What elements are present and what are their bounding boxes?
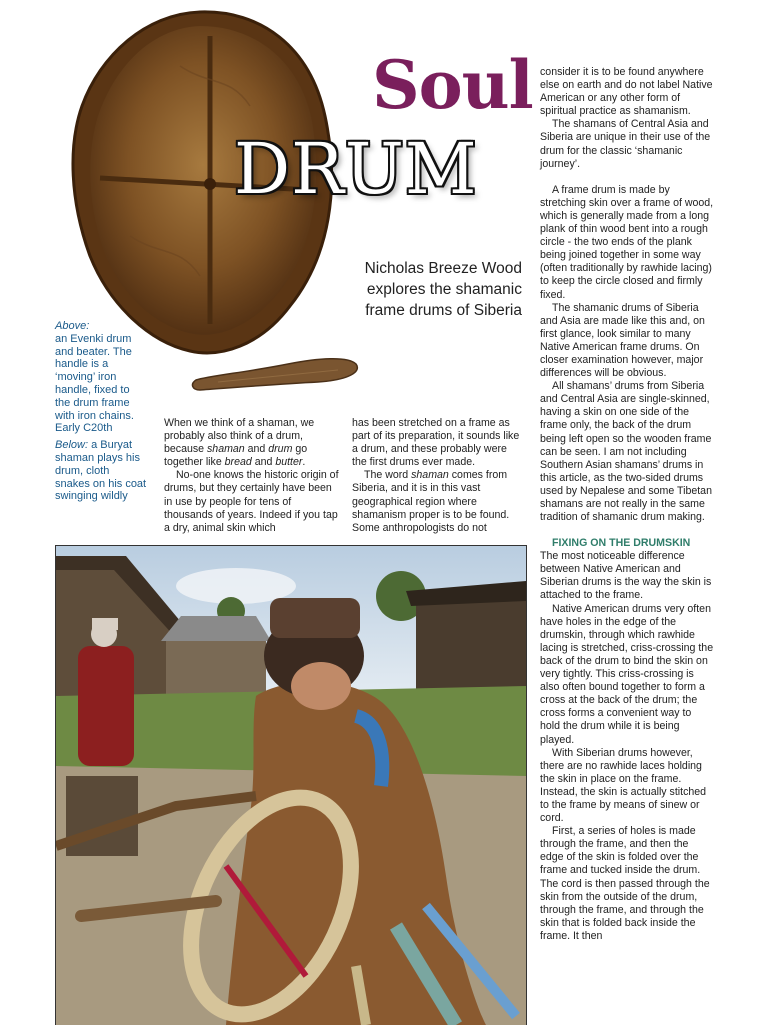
col2-paragraph-1: has been stretched on a frame as part of its preparation, it sounds like a drum, and these probably were the first drums ever made. [352,417,520,469]
col2-paragraph-2: The word shaman comes from Siberia, and it is in this vast geographical region where shamanism proper is to be found. Some anthropologists do not [352,469,510,534]
drum-beater-image [188,350,364,394]
col3-paragraph-7: Native American drums very often have holes in the edge of the drumskin, through which rawhide lacing is stretched, criss-crossing the back of the drum to bind the skin on very tightly. This criss-crossing is also often bound together to form a cross at the back of the drum; the cross forms a convenient way to hold the drum while it is being played. [540,602,714,746]
subtitle: Nicholas Breeze Wood explores the shamanic frame drums of Siberia [364,260,522,319]
buryat-shaman-photo [55,545,527,1025]
title-line-1: Soul [372,46,533,124]
body-column-2 [352,417,524,535]
body-column-3 [540,66,714,943]
col3-paragraph-6: The most noticeable difference between Native American and Siberian drums is the way the skin is attached to the frame. [540,550,712,602]
col3-paragraph-1: consider it is to be found anywhere else on earth and do not label Native American or any other form of spiritual practice as shamanism. [540,66,713,118]
col3-paragraph-8: With Siberian drums however, there are no rawhide laces holding the skin in place on the frame. Instead, the skin is actually stitched to the frame by means of sinew or cord. [540,746,707,825]
caption-above-text: an Evenki drum and beater. The handle is a ‘moving’ iron handle, fixed to the drum frame with iron chains. Early C20th [55,332,134,435]
caption-below-label: Below: [55,439,89,452]
section-heading: FIXING ON THE DRUMSKIN [552,537,691,550]
col1-paragraph-2: No-one knows the historic origin of drums, but they certainly have been in use by people for tens of thousands of years. Indeed if you tap a dry, animal skin which [164,469,339,534]
col3-paragraph-2: The shamans of Central Asia and Siberia are unique in their use of the drum for the classic ‘shamanic journey’. [540,118,711,170]
title-line-2: DRUM [234,128,478,210]
caption-below-text: a Buryat shaman plays his drum, cloth snakes on his coat swinging wildly [55,439,147,503]
col1-paragraph-1: When we think of a shaman, we probably also think of a drum, because shaman and drum go together like bread and butter. [164,417,315,469]
col3-paragraph-9: First, a series of holes is made through the frame, and then the edge of the skin is folded over the frame and tucked inside the drum. The cord is then passed through the skin from the outside of the drum, through the frame, and through the skin that is folded back inside the frame. It then [540,825,710,942]
image-caption [55,320,147,507]
caption-above-label: Above: [55,320,90,332]
col3-paragraph-5: All shamans’ drums from Siberia and Central Asia are single-skinned, having a skin on one side of the frame only, the back of the drum being left open so the wooden frame can be seen. I am not including Southern Asian shamans’ drums in this article, as the two-sided drums used by Nepalese and some Tibetan shamans are not really in the same tradition of shamanic drum making. [540,380,712,524]
col3-paragraph-4: The shamanic drums of Siberia and Asia are made like this and, on first glance, look similar to many Native American frame drums. On closer examination however, major differences will be obvious. [540,301,705,380]
col3-paragraph-3: A frame drum is made by stretching skin over a frame of wood, which is generally made from a long plank of thin wood bent into a rough circle - the two ends of the plank being joined together in some way (often traditionally by rawhide lacing) to keep the circle closed and firmly fixed. [540,183,714,301]
body-column-1 [164,417,340,535]
